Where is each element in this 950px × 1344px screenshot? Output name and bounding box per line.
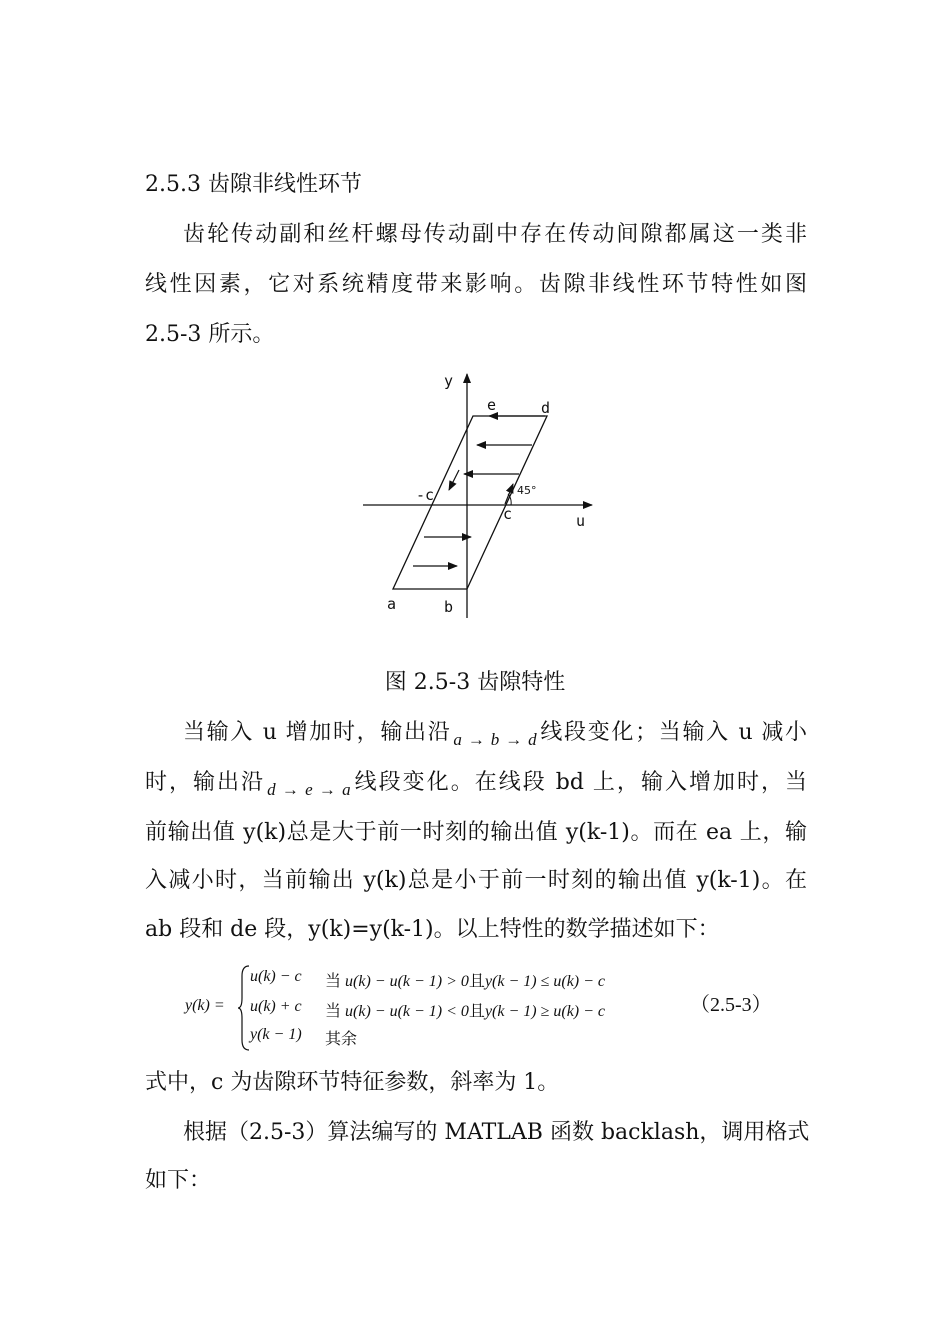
label-a: a (387, 595, 397, 613)
paragraph-2-line-5: ab 段和 de 段，y(k)=y(k-1)。以上特性的数学描述如下： (145, 917, 720, 942)
arrow-down-edge (449, 470, 459, 490)
paragraph-1-line-2: 线性因素，它对系统精度带来影响。齿隙非线性环节特性如图 (145, 272, 807, 297)
paragraph-4-line-1: 根据（2.5-3）算法编写的 MATLAB 函数 backlash，调用格式 (183, 1120, 810, 1145)
paragraph-2-line-4: 入减小时，当前输出 y(k)总是小于前一时刻的输出值 y(k-1)。在 (145, 868, 807, 893)
path-d-e-a: d → e → a (267, 780, 351, 799)
paragraph-1-line-3: 2.5-3 所示。 (145, 322, 275, 347)
section-heading: 2.5.3 齿隙非线性环节 (145, 172, 362, 197)
label-b: b (444, 598, 454, 616)
paragraph-2-line-1 (183, 718, 807, 749)
case-3-condition: 其余 (325, 1031, 358, 1048)
label-c: c (503, 505, 513, 523)
backlash-characteristic-diagram (360, 368, 600, 628)
figure-caption: 图 2.5-3 齿隙特性 (384, 670, 566, 695)
case-1-condition (325, 968, 605, 991)
formula-brace (237, 964, 251, 1052)
text-span: 当输入 u 增加时，输出沿 (183, 720, 452, 745)
text-span: 线段变化；当输入 u 减小 (538, 720, 808, 745)
angle-label: 45° (517, 484, 537, 497)
case-1-expr: u(k) − c (250, 968, 302, 985)
case-3-expr: y(k − 1) (250, 1026, 302, 1043)
formula-lhs: y(k) = (185, 997, 225, 1014)
text-span: 且 (468, 1003, 485, 1020)
path-a-b-d: a → b → d (453, 730, 537, 749)
case-2-condition (325, 998, 605, 1021)
paragraph-2-line-2 (145, 768, 807, 799)
text-span: y(k − 1) ≤ u(k) − c (484, 973, 606, 990)
text-span: 当 (325, 1003, 342, 1020)
label-y: y (444, 372, 454, 390)
text-span: 时，输出沿 (145, 770, 266, 795)
label-d: d (541, 399, 551, 417)
paragraph-1-line-1: 齿轮传动副和丝杆螺母传动副中存在传动间隙都属这一类非 (183, 222, 807, 247)
paragraph-4-line-2: 如下： (145, 1168, 212, 1193)
case-2-expr: u(k) + c (250, 998, 302, 1015)
text-span: 且 (468, 973, 485, 990)
label-e: e (487, 396, 497, 414)
text-span: 线段变化。在线段 bd 上，输入增加时，当 (352, 770, 808, 795)
text-span: u(k) − u(k − 1) > 0 (345, 973, 469, 990)
text-span: 当 (325, 973, 342, 990)
label-neg-c: -c (416, 486, 435, 504)
paragraph-3-line-1: 式中，c 为齿隙环节特征参数，斜率为 1。 (145, 1070, 560, 1095)
arrow-up-edge (505, 484, 513, 504)
paragraph-2-line-3: 前输出值 y(k)总是大于前一时刻的输出值 y(k-1)。而在 ea 上，输 (145, 820, 807, 845)
label-u: u (576, 512, 586, 530)
text-span: y(k − 1) ≥ u(k) − c (484, 1003, 606, 1020)
text-span: u(k) − u(k − 1) < 0 (345, 1003, 469, 1020)
equation-number: （2.5-3） (690, 994, 772, 1016)
